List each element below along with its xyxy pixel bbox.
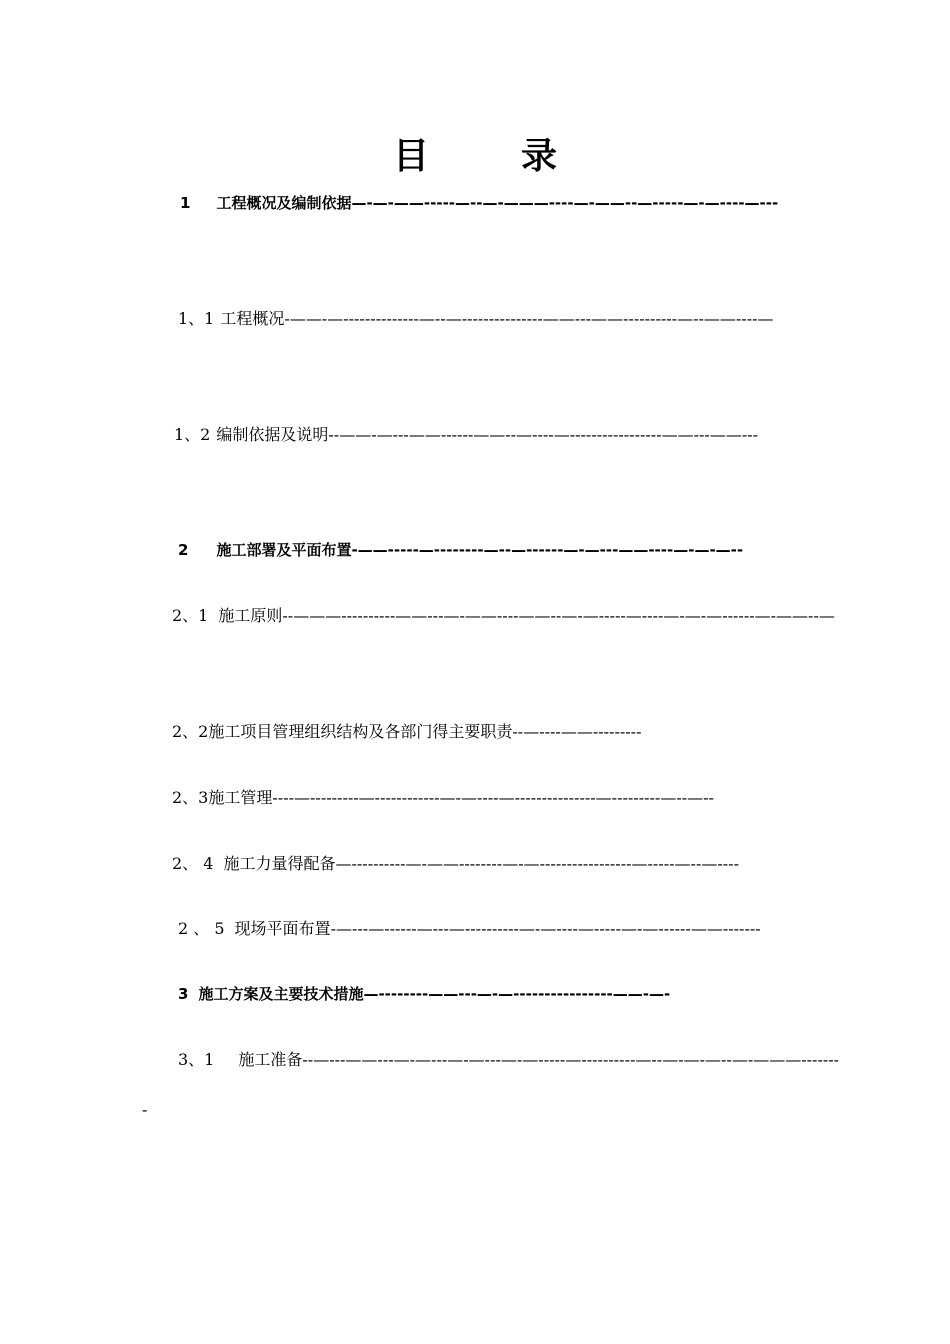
toc-title-char-1: 目 bbox=[392, 136, 429, 177]
toc-entry-1-1[interactable] bbox=[142, 294, 842, 344]
toc-entry-leader: --—---——---—-—---—-—---—-—-----—----------—--—-—-—--—-———-------- bbox=[142, 1050, 840, 1119]
toc-entry-leader: -——-----—--------—--—------—-—---——----—-—-—-- bbox=[351, 541, 744, 559]
toc-entry-2-4[interactable] bbox=[142, 839, 842, 889]
toc-entry-1-2[interactable] bbox=[142, 410, 842, 460]
toc-entry-number: 2、 4 bbox=[172, 854, 214, 873]
toc-entry-label: 施工原则 bbox=[218, 606, 283, 625]
toc-entry-leader: --—----——--------- bbox=[512, 722, 642, 741]
toc-entry-label: 施工力量得配备 bbox=[223, 854, 336, 873]
toc-entry-3-1[interactable] bbox=[142, 1035, 842, 1135]
toc-entry-2-3[interactable] bbox=[142, 773, 842, 823]
toc-entry-label: 工程概况 bbox=[220, 309, 285, 328]
toc-entry-number: 2 、 5 bbox=[178, 919, 225, 938]
toc-entry-label: 施工项目管理组织结构及各部门得主要职责 bbox=[208, 722, 513, 741]
toc-entry-number: 1 bbox=[180, 194, 191, 212]
toc-entry-label: 施工方案及主要技术措施 bbox=[198, 985, 364, 1003]
toc-entry-label: 施工准备 bbox=[238, 1050, 303, 1069]
toc-entry-1[interactable] bbox=[142, 178, 842, 228]
toc-entry-number: 1、2 bbox=[174, 425, 211, 444]
toc-entry-number: 3、1 bbox=[178, 1050, 215, 1069]
toc-entry-leader: ----—---------—------------—-—----—---------------—---------—--—-- bbox=[272, 788, 714, 807]
toc-entry-number: 2、1 bbox=[172, 606, 209, 625]
toc-entry-leader: —-—-——-----—--—-———----—-——--—-----—-—----—--- bbox=[351, 194, 779, 212]
toc-entry-number: 2、2 bbox=[172, 722, 209, 741]
toc-entry-2-2[interactable] bbox=[142, 707, 842, 757]
toc-entry-number: 3 bbox=[178, 985, 189, 1003]
toc-entry-label: 编制依据及说明 bbox=[216, 425, 329, 444]
toc-entry-leader: --———----------——---—-——----——--—-—-----—----—-—-—------—-——--— bbox=[282, 606, 835, 625]
toc-title bbox=[0, 128, 950, 179]
toc-entry-label: 现场平面布置 bbox=[234, 919, 331, 938]
toc-entry-number: 1、1 bbox=[178, 309, 215, 328]
toc-entry-leader: —----------—-——--------—-—-----------------—-----—--—---- bbox=[335, 854, 739, 873]
toc-entry-2[interactable] bbox=[142, 525, 842, 575]
toc-entry-label: 施工部署及平面布置 bbox=[216, 541, 352, 559]
toc-entry-3[interactable] bbox=[142, 969, 842, 1019]
toc-title-char-2: 录 bbox=[521, 136, 558, 177]
toc-entry-2-5[interactable] bbox=[142, 904, 842, 954]
toc-entry-2-1[interactable] bbox=[142, 591, 842, 641]
toc-entry-leader: -——-—--------------—--—---------------——---——----------—--——----— bbox=[284, 309, 774, 328]
toc-entry-leader: -—---—------—---—----------—-—----—-----—-—------——------- bbox=[330, 919, 761, 938]
toc-entry-leader: --——-—---——------——--—----—-----------------——---——--- bbox=[328, 425, 759, 444]
toc-entry-number: 2、3 bbox=[172, 788, 209, 807]
toc-entry-number: 2 bbox=[178, 541, 189, 559]
toc-entry-label: 工程概况及编制依据 bbox=[216, 194, 352, 212]
toc-entry-leader: —--------——---—-—----------------——-—- bbox=[363, 985, 671, 1003]
toc-entry-label: 施工管理 bbox=[208, 788, 273, 807]
